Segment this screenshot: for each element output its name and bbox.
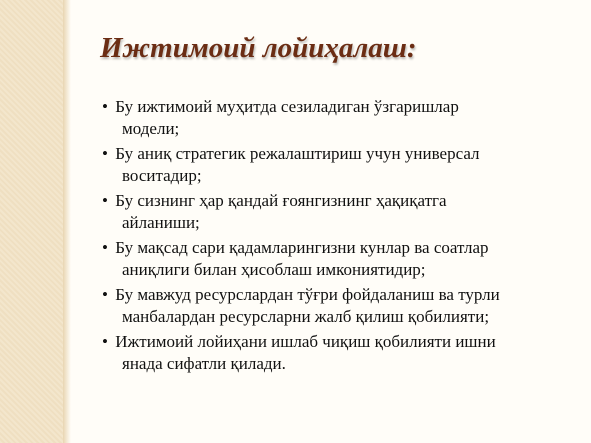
decorative-side-band [0, 0, 63, 443]
bullet-list [102, 96, 582, 378]
list-item [102, 237, 582, 281]
list-item-line-1: Бу сизнинг ҳар қандай ғоянгизнинг ҳақиқатга [115, 191, 447, 210]
list-item [102, 143, 582, 187]
bullet-icon: • [102, 238, 108, 257]
bullet-icon: • [102, 97, 108, 116]
list-item-line-2: аниқлиги билан ҳисоблаш имкониятидир; [122, 260, 426, 279]
list-item-line-1: Бу мақсад сари қадамларингизни кунлар ва соатлар [115, 238, 489, 257]
list-item-line-2: янада сифатли қилади. [122, 354, 286, 373]
bullet-icon: • [102, 191, 108, 210]
slide-title: Ижтимоий лойиҳалаш: [100, 32, 417, 64]
list-item [102, 96, 582, 140]
list-item-line-1: Бу аниқ стратегик режалаштириш учун универсал [115, 144, 480, 163]
list-item-line-1: Ижтимоий лойиҳани ишлаб чиқиш қобилияти ишни [115, 332, 496, 351]
list-item-line-2: воситадир; [122, 166, 202, 185]
bullet-icon: • [102, 285, 108, 304]
list-item-line-2: манбалардан ресурсларни жалб қилиш қобилияти; [122, 307, 490, 326]
list-item-line-2: айланиши; [122, 213, 200, 232]
list-item-line-1: Бу мавжуд ресурслардан тўғри фойдаланиш ва турли [115, 285, 500, 304]
bullet-icon: • [102, 144, 108, 163]
side-band-fade [63, 0, 71, 443]
list-item-line-1: Бу ижтимоий муҳитда сезиладиган ўзгаришлар [115, 97, 459, 116]
list-item [102, 331, 582, 375]
list-item [102, 284, 582, 328]
bullet-icon: • [102, 332, 108, 351]
list-item-line-2: модели; [122, 119, 180, 138]
list-item [102, 190, 582, 234]
